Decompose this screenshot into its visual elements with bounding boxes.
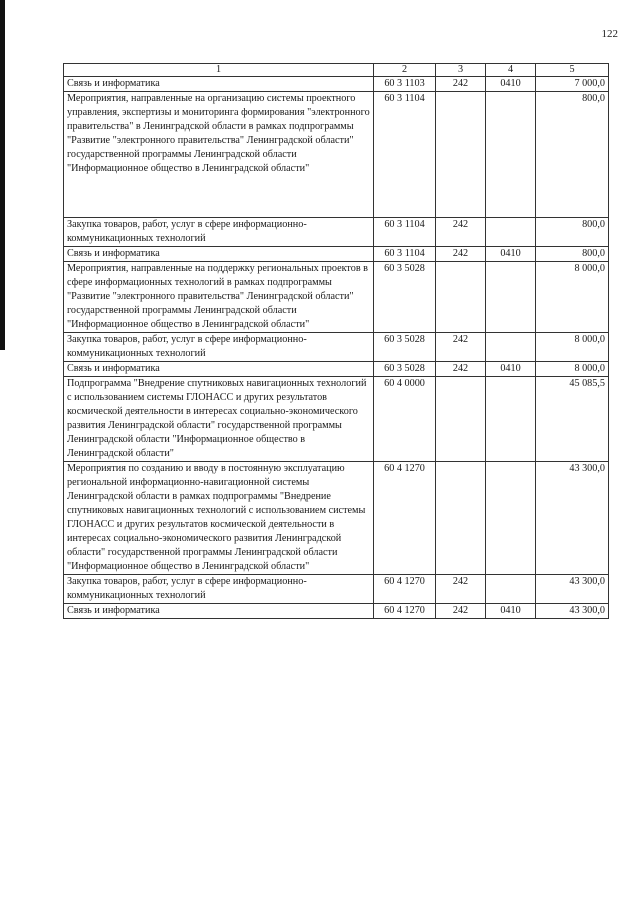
row-rz xyxy=(486,575,536,604)
row-sum: 43 300,0 xyxy=(536,462,609,575)
row-code: 60 4 1270 xyxy=(374,462,436,575)
row-code: 60 4 0000 xyxy=(374,377,436,462)
row-name: Связь и информатика xyxy=(64,604,374,619)
row-code: 60 3 1103 xyxy=(374,77,436,92)
row-rz: 0410 xyxy=(486,604,536,619)
page-number: 122 xyxy=(601,28,618,40)
row-name: Связь и информатика xyxy=(64,77,374,92)
column-header: 5 xyxy=(536,64,609,77)
table-row xyxy=(64,262,609,333)
table-row xyxy=(64,218,609,247)
row-vr: 242 xyxy=(436,604,486,619)
row-vr: 242 xyxy=(436,218,486,247)
row-name: Закупка товаров, работ, услуг в сфере информационно-коммуникационных технологий xyxy=(64,333,374,362)
row-name: Мероприятия, направленные на поддержку региональных проектов в сфере информационных технологий в рамках подпрограммы "Развитие "электронного правительства" Ленинградской области" государственной программы Ленинградской области "Информационное общество в Ленинградской области" xyxy=(64,262,374,333)
row-rz xyxy=(486,218,536,247)
table-row xyxy=(64,92,609,218)
column-header: 4 xyxy=(486,64,536,77)
row-sum: 800,0 xyxy=(536,247,609,262)
row-sum: 43 300,0 xyxy=(536,604,609,619)
row-rz xyxy=(486,462,536,575)
row-name: Связь и информатика xyxy=(64,362,374,377)
row-code: 60 3 1104 xyxy=(374,247,436,262)
column-header: 3 xyxy=(436,64,486,77)
row-sum: 7 000,0 xyxy=(536,77,609,92)
column-header: 1 xyxy=(64,64,374,77)
row-rz xyxy=(486,92,536,218)
row-vr: 242 xyxy=(436,575,486,604)
budget-table xyxy=(63,63,609,619)
row-sum: 8 000,0 xyxy=(536,362,609,377)
table-row xyxy=(64,77,609,92)
row-rz xyxy=(486,262,536,333)
row-name: Связь и информатика xyxy=(64,247,374,262)
column-header: 2 xyxy=(374,64,436,77)
row-rz: 0410 xyxy=(486,77,536,92)
row-sum: 45 085,5 xyxy=(536,377,609,462)
row-code: 60 3 1104 xyxy=(374,92,436,218)
row-vr xyxy=(436,377,486,462)
row-vr xyxy=(436,462,486,575)
table-row xyxy=(64,604,609,619)
row-sum: 8 000,0 xyxy=(536,333,609,362)
row-rz xyxy=(486,333,536,362)
row-vr: 242 xyxy=(436,333,486,362)
row-code: 60 3 5028 xyxy=(374,333,436,362)
row-vr: 242 xyxy=(436,77,486,92)
row-sum: 43 300,0 xyxy=(536,575,609,604)
row-name: Закупка товаров, работ, услуг в сфере информационно-коммуникационных технологий xyxy=(64,218,374,247)
table-row xyxy=(64,362,609,377)
table-row xyxy=(64,333,609,362)
row-vr: 242 xyxy=(436,247,486,262)
header-row xyxy=(64,64,609,77)
row-vr xyxy=(436,92,486,218)
row-vr: 242 xyxy=(436,362,486,377)
row-sum: 800,0 xyxy=(536,218,609,247)
row-name: Подпрограмма "Внедрение спутниковых навигационных технологий с использованием системы ГЛОНАСС и других результатов космической деятельности в интересах социально-экономического развития Ленинградской области" государственной программы Ленинградской области "Информационное общество в Ленинградской области" xyxy=(64,377,374,462)
row-name: Мероприятия по созданию и вводу в постоянную эксплуатацию региональной информационно-навигационной системы Ленинградской области в рамках подпрограммы "Внедрение спутниковых навигационных технологий с использованием системы ГЛОНАСС и других результатов космической деятельности в интересах социально-экономического развития Ленинградской области" государственной программы Ленинградской области "Информационное общество в Ленинградской области" xyxy=(64,462,374,575)
table-row xyxy=(64,247,609,262)
row-rz xyxy=(486,377,536,462)
table-row xyxy=(64,575,609,604)
row-vr xyxy=(436,262,486,333)
table-row xyxy=(64,377,609,462)
row-rz: 0410 xyxy=(486,247,536,262)
row-name: Мероприятия, направленные на организацию системы проектного управления, экспертизы и мониторинга формирования "электронного правительства" в Ленинградской области в рамках подпрограммы "Развитие "электронного правительства" Ленинградской области" государственной программы Ленинградской области "Информационное общество в Ленинградской области" xyxy=(64,92,374,218)
row-name: Закупка товаров, работ, услуг в сфере информационно-коммуникационных технологий xyxy=(64,575,374,604)
row-code: 60 4 1270 xyxy=(374,604,436,619)
row-code: 60 3 5028 xyxy=(374,362,436,377)
scan-edge-bar xyxy=(0,0,5,350)
row-code: 60 3 5028 xyxy=(374,262,436,333)
row-code: 60 4 1270 xyxy=(374,575,436,604)
row-sum: 800,0 xyxy=(536,92,609,218)
row-sum: 8 000,0 xyxy=(536,262,609,333)
row-rz: 0410 xyxy=(486,362,536,377)
row-code: 60 3 1104 xyxy=(374,218,436,247)
table-row xyxy=(64,462,609,575)
